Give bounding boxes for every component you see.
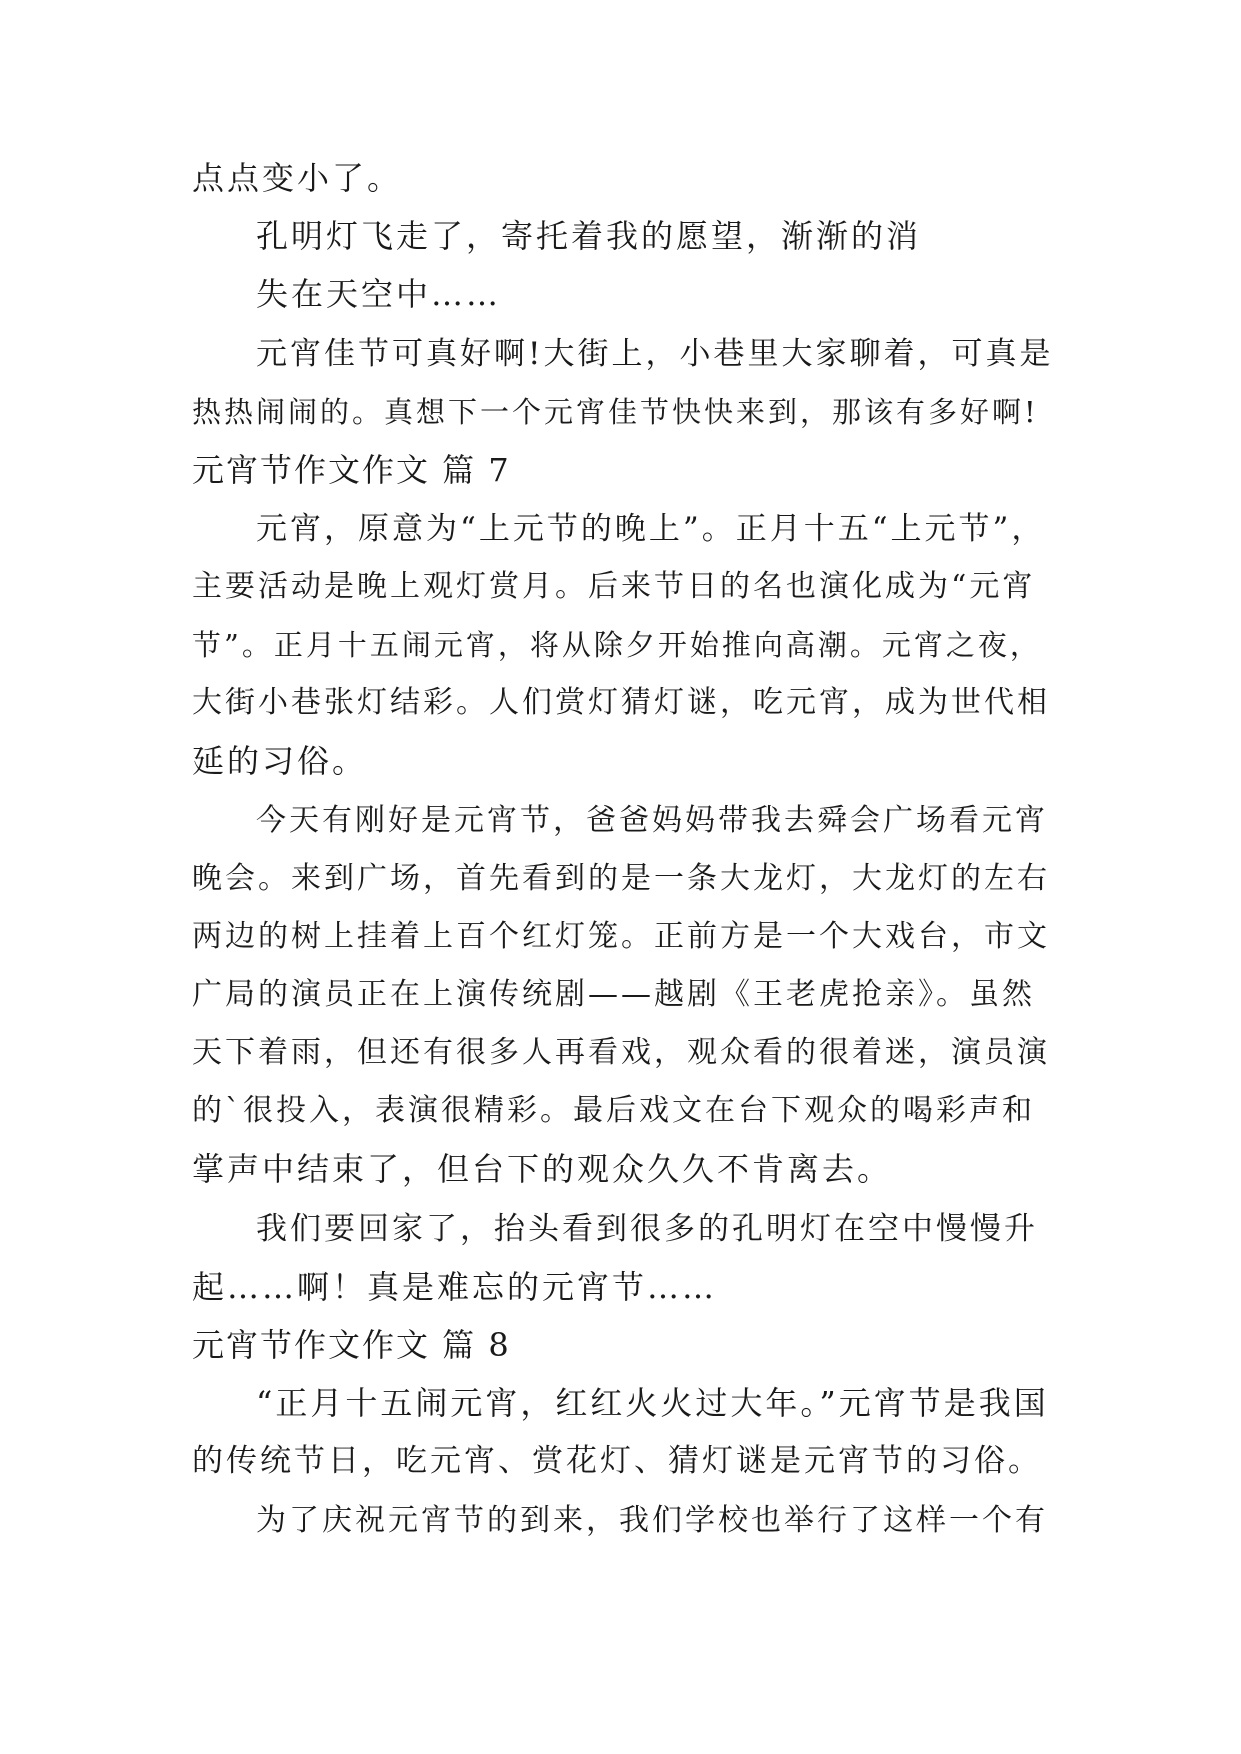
text-line: 广局的演员正在上演传统剧——越剧《王老虎抢亲》。虽然 xyxy=(192,977,1035,1012)
text-line: 天下着雨，但还有很多人再看戏，观众看的很着迷，演员演 xyxy=(192,1035,1050,1070)
text-line: 起……啊！真是难忘的元宵节…… xyxy=(192,1268,718,1306)
text-line: 今天有刚好是元宵节，爸爸妈妈带我去舜会广场看元宵 xyxy=(256,803,1048,838)
text-line: “正月十五闹元宵，红红火火过大年。”元宵节是我国 xyxy=(256,1384,1049,1422)
text-line: 孔明灯飞走了，寄托着我的愿望，渐渐的消 xyxy=(256,217,922,255)
text-line: 节”。正月十五闹元宵，将从除夕开始推向高潮。元宵之夜， xyxy=(192,628,1042,662)
text-line: 热热闹闹的。真想下一个元宵佳节快快来到，那该有多好啊! xyxy=(192,395,1039,429)
section-heading: 元宵节作文作文 篇 8 xyxy=(192,1326,511,1364)
text-line: 元宵佳节可真好啊!大街上，小巷里大家聊着，可真是 xyxy=(256,336,1054,372)
section-heading: 元宵节作文作文 篇 7 xyxy=(192,451,511,489)
text-line: 掌声中结束了，但台下的观众久久不肯离去。 xyxy=(192,1150,893,1188)
text-line: 延的习俗。 xyxy=(192,742,368,780)
text-line: 点点变小了。 xyxy=(192,159,403,197)
text-line: 元宵，原意为“上元节的晚上”。正月十五“上元节”， xyxy=(256,511,1046,547)
text-line: 晚会。来到广场，首先看到的是一条大龙灯，大龙灯的左右 xyxy=(192,861,1050,896)
text-line: 失在天空中…… xyxy=(256,275,502,313)
text-line: 主要活动是晚上观灯赏月。后来节日的名也演化成为“元宵 xyxy=(192,569,1036,604)
text-line: 为了庆祝元宵节的到来，我们学校也举行了这样一个有 xyxy=(256,1503,1048,1538)
text-line: 两边的树上挂着上百个红灯笼。正前方是一个大戏台，市文 xyxy=(192,919,1050,954)
text-line: 的`很投入，表演很精彩。最后戏文在台下观众的喝彩声和 xyxy=(192,1093,1035,1128)
text-line: 大街小巷张灯结彩。人们赏灯猜灯谜，吃元宵，成为世代相 xyxy=(192,685,1050,720)
text-line: 我们要回家了，抬头看到很多的孔明灯在空中慢慢升 xyxy=(256,1211,1038,1247)
text-line: 的传统节日，吃元宵、赏花灯、猜灯谜是元宵节的习俗。 xyxy=(192,1443,1042,1479)
